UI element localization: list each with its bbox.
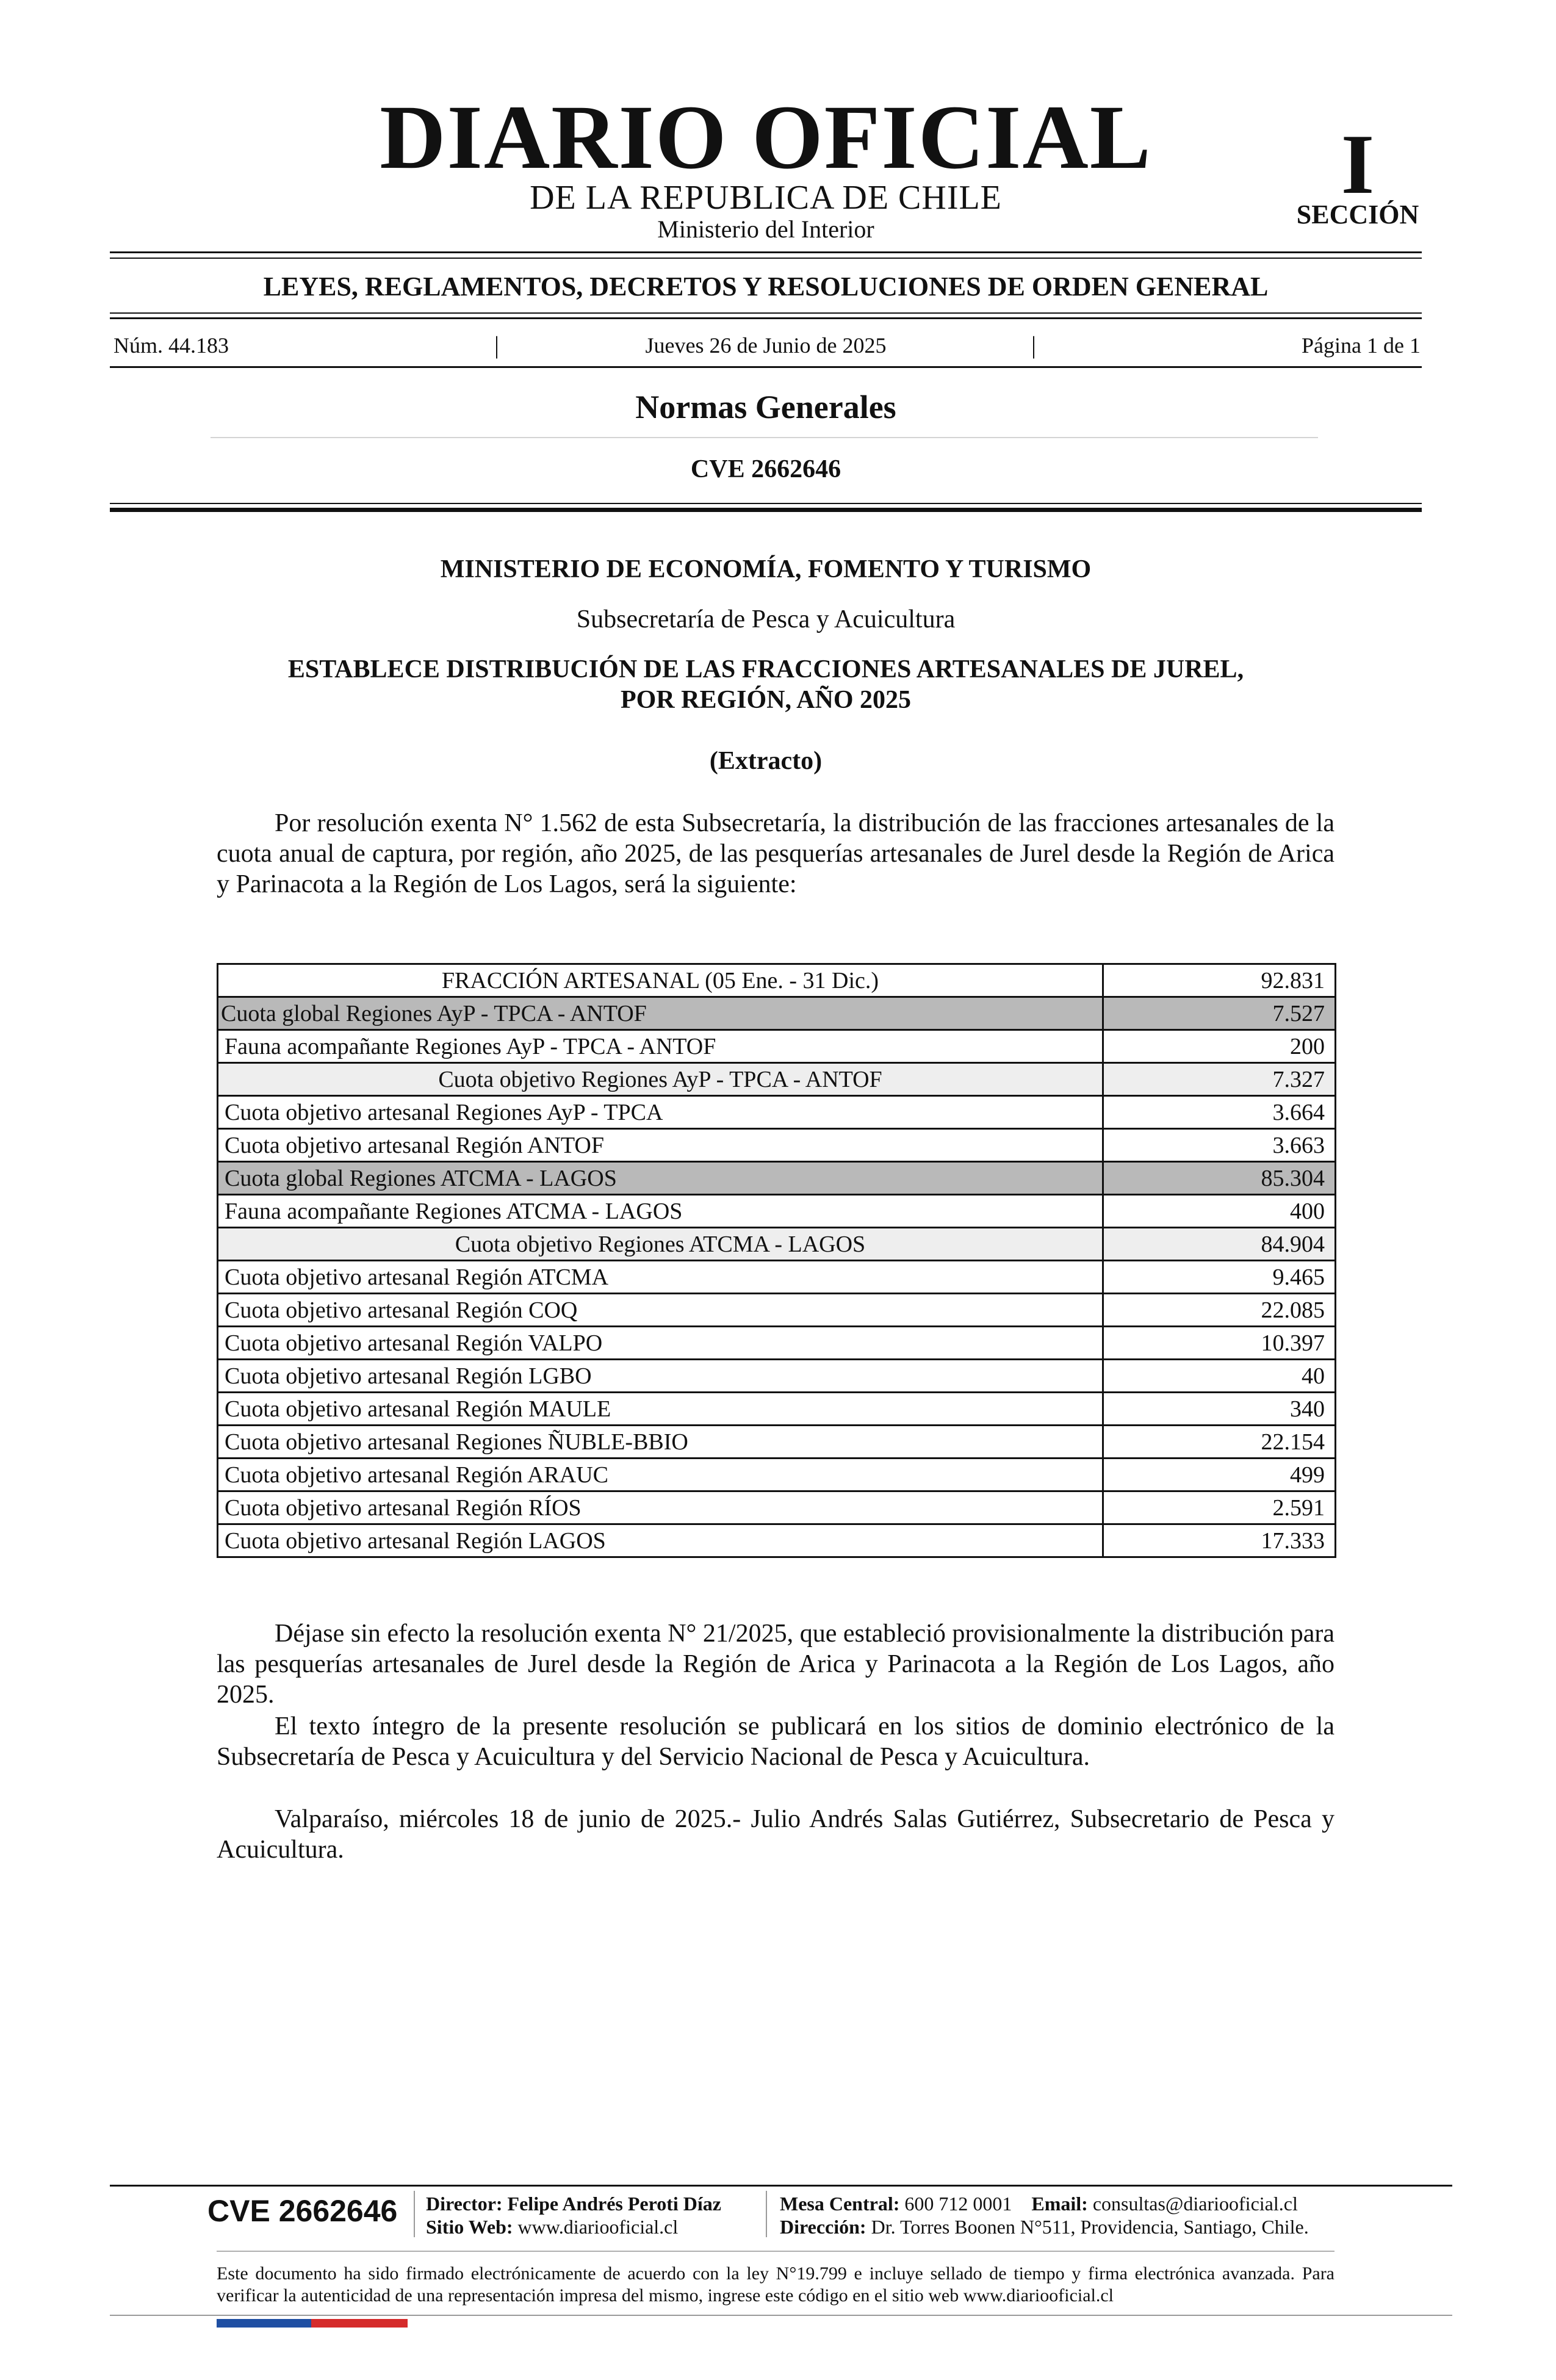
quota-label-cell: Cuota objetivo artesanal Región RÍOS: [218, 1491, 1103, 1524]
table-row: [218, 1459, 1336, 1491]
quota-table: [217, 963, 1336, 1558]
quota-value-cell: 10.397: [1103, 1327, 1336, 1360]
director-label: Director:: [426, 2193, 503, 2215]
quota-table-body: [218, 964, 1336, 1557]
table-row: [218, 1294, 1336, 1327]
table-row: [218, 1261, 1336, 1294]
issue-separator: |: [494, 331, 500, 359]
director-name: Felipe Andrés Peroti Díaz: [507, 2193, 721, 2215]
table-row: [218, 1030, 1336, 1063]
resolution-title-line2: POR REGIÓN, AÑO 2025: [620, 686, 912, 714]
table-row: [218, 1096, 1336, 1129]
quota-value-cell: 9.465: [1103, 1261, 1336, 1294]
banner-heading: LEYES, REGLAMENTOS, DECRETOS Y RESOLUCIONES DE ORDEN GENERAL: [263, 272, 1269, 301]
quota-label-cell: Cuota global Regiones AyP - TPCA - ANTOF: [218, 997, 1103, 1030]
quota-label-cell: Cuota objetivo artesanal Región ARAUC: [218, 1459, 1103, 1491]
email-link[interactable]: consultas@diariooficial.cl: [1092, 2193, 1298, 2215]
phone-label: Mesa Central:: [780, 2193, 900, 2215]
signature-paragraph: Valparaíso, miércoles 18 de junio de 2025.- Julio Andrés Salas Gutiérrez, Subsecretario de Pesca y Acuicultura.: [217, 1805, 1334, 1864]
footer-divider: [766, 2191, 767, 2237]
address-text: Dr. Torres Boonen N°511, Providencia, Santiago, Chile.: [871, 2216, 1309, 2238]
quota-value-cell: 22.085: [1103, 1294, 1336, 1327]
quota-value-cell: 400: [1103, 1195, 1336, 1228]
table-row: [218, 1063, 1336, 1096]
quota-label-cell: Cuota objetivo artesanal Región ATCMA: [218, 1261, 1103, 1294]
quota-value-cell: 2.591: [1103, 1491, 1336, 1524]
quota-value-cell: 3.663: [1103, 1129, 1336, 1162]
table-row: [218, 1228, 1336, 1261]
footer-rule-mid: [217, 2251, 1334, 2252]
quota-value-cell: 7.327: [1103, 1063, 1336, 1096]
cve-rule-1: [110, 503, 1422, 504]
table-row: [218, 997, 1336, 1030]
quota-label-cell: Cuota objetivo artesanal Región COQ: [218, 1294, 1103, 1327]
table-row: [218, 1393, 1336, 1426]
issue-page: Página 1 de 1: [1302, 333, 1421, 358]
website-link[interactable]: www.diariooficial.cl: [517, 2216, 679, 2238]
quota-value-cell: 200: [1103, 1030, 1336, 1063]
website-label: Sitio Web:: [426, 2216, 513, 2238]
quota-value-cell: 40: [1103, 1360, 1336, 1393]
issue-number: Núm. 44.183: [113, 333, 229, 358]
masthead-ministry: Ministerio del Interior: [657, 215, 874, 243]
footer-rule-top: [110, 2185, 1452, 2187]
table-row: [218, 1162, 1336, 1195]
header-rule-top-1: [110, 251, 1422, 253]
masthead-subtitle: DE LA REPUBLICA DE CHILE: [530, 179, 1002, 217]
header-rule-mid-1: [110, 312, 1422, 314]
issue-separator: |: [1031, 331, 1037, 359]
quota-label-cell: Cuota objetivo artesanal Región LGBO: [218, 1360, 1103, 1393]
phone-number: 600 712 0001: [904, 2193, 1012, 2215]
header-rule-top-2: [110, 258, 1422, 259]
quota-label-cell: Cuota objetivo artesanal Región ANTOF: [218, 1129, 1103, 1162]
category-rule: [211, 437, 1318, 438]
flag-stripe-blue: [217, 2319, 311, 2328]
quota-label-cell: Cuota objetivo artesanal Región VALPO: [218, 1327, 1103, 1360]
quota-value-cell: 499: [1103, 1459, 1336, 1491]
issue-date: Jueves 26 de Junio de 2025: [645, 333, 887, 358]
quota-value-cell: 7.527: [1103, 997, 1336, 1030]
section-number: I: [1341, 117, 1375, 212]
footer-contact-right: [780, 2192, 1309, 2238]
quota-value-cell: 85.304: [1103, 1162, 1336, 1195]
header-rule-bottom: [110, 366, 1422, 368]
quota-label-cell: Cuota objetivo artesanal Región MAULE: [218, 1393, 1103, 1426]
ministry-heading: MINISTERIO DE ECONOMÍA, FOMENTO Y TURISMO: [440, 555, 1092, 583]
table-row: [218, 1195, 1336, 1228]
table-row: [218, 1327, 1336, 1360]
section-label: SECCIÓN: [1296, 200, 1419, 229]
extract-label: (Extracto): [709, 747, 823, 775]
cve-rule-2: [110, 508, 1422, 512]
quota-value-cell: 22.154: [1103, 1426, 1336, 1459]
table-row: [218, 1129, 1336, 1162]
quota-value-cell: 17.333: [1103, 1524, 1336, 1557]
quota-label-cell: Fauna acompañante Regiones AyP - TPCA - ANTOF: [218, 1030, 1103, 1063]
header-rule-mid-2: [110, 317, 1422, 319]
quota-label-cell: Cuota objetivo artesanal Región LAGOS: [218, 1524, 1103, 1557]
email-label: Email:: [1031, 2193, 1088, 2215]
masthead-title: DIARIO OFICIAL: [380, 87, 1152, 188]
publication-paragraph: El texto íntegro de la presente resolución se publicará en los sitios de dominio electrónico de la Subsecretaría de Pesca y Acuicultura y del Servicio Nacional de Pesca y Acuicultura.: [217, 1712, 1334, 1771]
quota-value-cell: 3.664: [1103, 1096, 1336, 1129]
flag-stripe-red: [311, 2319, 408, 2328]
quota-label-cell: Cuota objetivo artesanal Regiones AyP - TPCA: [218, 1096, 1103, 1129]
quota-label-cell: Cuota global Regiones ATCMA - LAGOS: [218, 1162, 1103, 1195]
table-row: [218, 1426, 1336, 1459]
footer-cve-code: CVE 2662646: [207, 2194, 398, 2228]
quota-label-cell: FRACCIÓN ARTESANAL (05 Ene. - 31 Dic.): [218, 964, 1103, 997]
quota-value-cell: 340: [1103, 1393, 1336, 1426]
intro-paragraph: Por resolución exenta N° 1.562 de esta Subsecretaría, la distribución de las fracciones artesanales de la cuota anual de captura, por región, año 2025, de las pesquerías artesanales de Jurel desde la Región de Arica y Parinacota a la Región de Los Lagos, será la siguiente:: [217, 809, 1334, 898]
footer-rule-bottom: [110, 2315, 1452, 2316]
table-row: [218, 1360, 1336, 1393]
quota-value-cell: 92.831: [1103, 964, 1336, 997]
table-row: [218, 1524, 1336, 1557]
resolution-title: [217, 654, 1315, 715]
footer-divider: [414, 2191, 415, 2237]
table-row: [218, 1491, 1336, 1524]
subsecretariat-heading: Subsecretaría de Pesca y Acuicultura: [576, 605, 956, 633]
footer-contact-left: [426, 2192, 721, 2238]
resolution-title-line1: ESTABLECE DISTRIBUCIÓN DE LAS FRACCIONES ARTESANALES DE JUREL,: [287, 655, 1244, 683]
signature-notice: Este documento ha sido firmado electrónicamente de acuerdo con la ley N°19.799 e incluye sellado de tiempo y firma electrónica avanzada. Para verificar la autenticidad de una representación impresa del mismo, ingrese este código en el sitio web www.diariooficial.cl: [217, 2263, 1334, 2306]
quota-label-cell: Cuota objetivo artesanal Regiones ÑUBLE-BBIO: [218, 1426, 1103, 1459]
quota-label-cell: Fauna acompañante Regiones ATCMA - LAGOS: [218, 1195, 1103, 1228]
quota-label-cell: Cuota objetivo Regiones ATCMA - LAGOS: [218, 1228, 1103, 1261]
repeal-paragraph: Déjase sin efecto la resolución exenta N° 21/2025, que estableció provisionalmente la distribución para las pesquerías artesanales de Jurel desde la Región de Arica y Parinacota a la Región de Los Lagos, año 2025.: [217, 1620, 1334, 1709]
cve-code: CVE 2662646: [690, 455, 841, 483]
table-row: [218, 964, 1336, 997]
quota-value-cell: 84.904: [1103, 1228, 1336, 1261]
category-heading: Normas Generales: [635, 389, 896, 425]
quota-label-cell: Cuota objetivo Regiones AyP - TPCA - ANTOF: [218, 1063, 1103, 1096]
address-label: Dirección:: [780, 2216, 866, 2238]
